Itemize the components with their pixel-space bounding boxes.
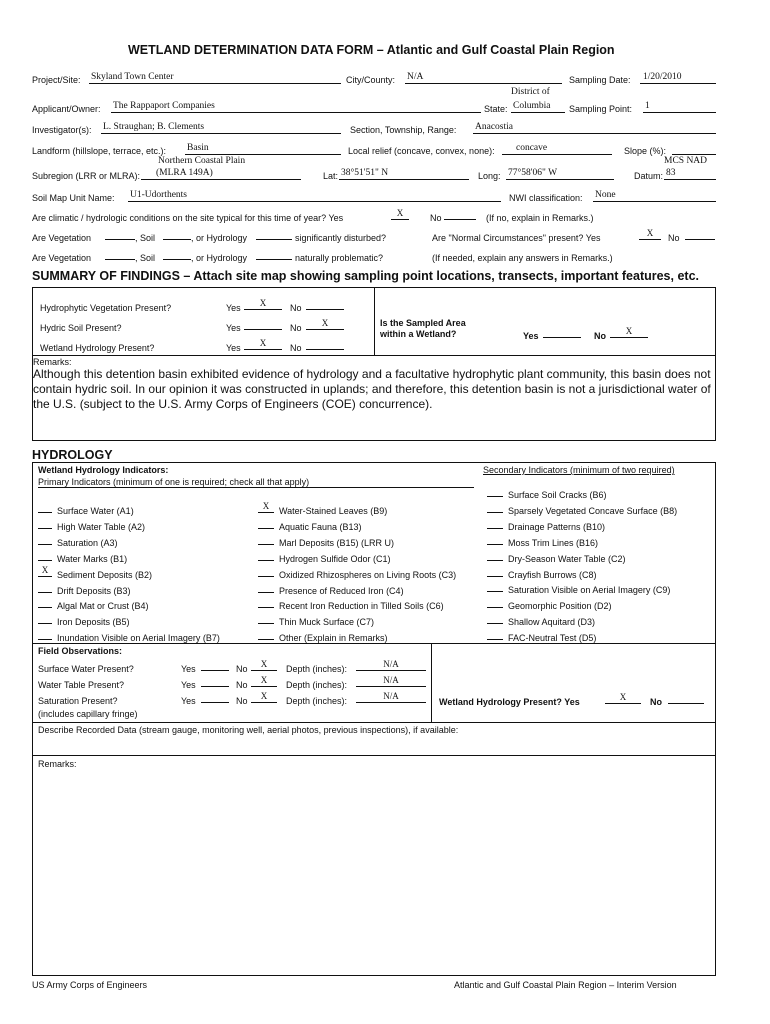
field-no-label: No (236, 664, 248, 674)
summary-heading: SUMMARY OF FINDINGS – Attach site map showing sampling point locations, transects, important features, etc. (32, 269, 699, 283)
state-value-line2: Columbia (513, 101, 551, 111)
veg1-hydrology-label: , or Hydrology (191, 233, 248, 243)
primary-indicator-label: Sediment Deposits (B2) (57, 569, 153, 580)
field-observation-label: Water Table Present? (38, 680, 125, 690)
field-yes-checkbox[interactable] (201, 660, 229, 671)
secondary-indicators-label: Secondary Indicators (minimum of two required) (483, 465, 675, 475)
relief-field[interactable] (502, 143, 612, 155)
secondary-indicator-checkbox[interactable] (487, 566, 503, 577)
nwi-field[interactable] (593, 190, 716, 202)
summary-row-label: Hydric Soil Present? (40, 323, 122, 333)
secondary-indicator-checkbox[interactable] (487, 534, 503, 545)
field-obs-divider (431, 643, 432, 722)
sampling-date-value: 1/20/2010 (643, 72, 682, 82)
primary-indicator-checkbox[interactable] (38, 597, 52, 608)
field-no-label: No (236, 696, 248, 706)
hydrology-heading: HYDROLOGY (32, 448, 113, 462)
veg1-hydrology-checkbox[interactable] (256, 229, 292, 240)
hydrology-remarks-label[interactable]: Remarks: (38, 759, 77, 769)
state-value-line1: District of (511, 87, 550, 97)
applicant-label: Applicant/Owner: (32, 104, 101, 114)
datum-field[interactable] (664, 168, 716, 180)
primary-indicator-label: Surface Water (A1) (57, 506, 134, 516)
secondary-indicator-label: Saturation Visible on Aerial Imagery (C9) (508, 585, 671, 596)
soil-field[interactable] (128, 190, 501, 202)
field-no-checkbox[interactable]: X (251, 676, 277, 687)
primary-indicator-checkbox[interactable] (38, 582, 52, 593)
summary-remarks-text: Although this detention basin exhibited evidence of hydrology and a facultative hydrophytic plant community, this basin does not contain hydric soil. In our opinion it was constructed in uplands; and therefore, this detention basin is not a jurisdictional water of the U.S. (subject to the U.S. Army Corps of Engineers (COE) concurrence). (33, 367, 711, 411)
sampled-area-question-2: within a Wetland? (380, 329, 457, 339)
applicant-field[interactable] (111, 101, 481, 113)
primary-indicator-checkbox[interactable] (38, 550, 52, 561)
project-label: Project/Site: (32, 75, 81, 85)
summary-yes-label: Yes (226, 303, 241, 313)
lat-field[interactable] (339, 168, 469, 180)
sampling-date-field[interactable] (640, 72, 716, 84)
primary-indicator-checkbox[interactable] (38, 518, 52, 529)
lat-label: Lat: (323, 171, 339, 181)
primary-indicator-label: Hydrogen Sulfide Odor (C1) (279, 553, 391, 564)
investigator-value: L. Straughan; B. Clements (103, 122, 205, 132)
secondary-indicator-label: Geomorphic Position (D2) (508, 601, 612, 612)
section-label: Section, Township, Range: (350, 125, 457, 135)
primary-indicator-checkbox[interactable] (38, 502, 52, 513)
depth-value[interactable]: N/A (356, 692, 426, 703)
city-value: N/A (407, 72, 424, 82)
veg2-hydrology-checkbox[interactable] (256, 249, 292, 260)
primary-indicator-label: Oxidized Rhizospheres on Living Roots (C3) (279, 569, 457, 580)
primary-indicator-checkbox[interactable] (258, 534, 274, 545)
footer-left: US Army Corps of Engineers (32, 980, 148, 990)
summary-remarks-label: Remarks: (33, 357, 72, 367)
form-title: WETLAND DETERMINATION DATA FORM – Atlantic and Gulf Coastal Plain Region (128, 43, 615, 57)
summary-remarks-divider (32, 355, 716, 356)
investigator-field[interactable] (101, 122, 341, 134)
subregion-value-line1: Northern Coastal Plain (158, 156, 246, 166)
state-field[interactable] (511, 101, 565, 113)
summary-divider (374, 287, 375, 355)
city-label: City/County: (346, 75, 396, 85)
landform-label: Landform (hillslope, terrace, etc.): (32, 146, 167, 156)
soil-value: U1-Udorthents (130, 190, 187, 200)
section-value: Anacostia (475, 122, 513, 132)
field-observation-label: Saturation Present? (38, 696, 118, 706)
field-yes-label: Yes (181, 696, 196, 706)
primary-indicator-label: Iron Deposits (B5) (57, 617, 130, 628)
secondary-indicator-label: Sparsely Vegetated Concave Surface (B8) (508, 505, 678, 516)
primary-indicator-label: Algal Mat or Crust (B4) (57, 601, 149, 612)
sampled-no-label: No (594, 331, 606, 341)
field-yes-checkbox[interactable] (201, 676, 229, 687)
primary-indicators-label: Primary Indicators (minimum of one is required; check all that apply) (38, 477, 474, 488)
soil-label: Soil Map Unit Name: (32, 193, 115, 203)
field-no-checkbox[interactable]: X (251, 692, 277, 703)
summary-no-label: No (290, 323, 302, 333)
veg1-vegetation-checkbox[interactable] (105, 229, 135, 240)
primary-indicator-checkbox[interactable] (38, 629, 52, 640)
datum-label: Datum: (634, 171, 664, 181)
summary-yes-label: Yes (226, 343, 241, 353)
veg1-disturbed: significantly disturbed? (295, 233, 387, 243)
datum-value-line2: 83 (666, 168, 676, 178)
nwi-value: None (595, 190, 616, 200)
hydrophytic-yes-checkbox[interactable]: X (244, 299, 282, 310)
primary-indicator-checkbox[interactable] (258, 566, 274, 577)
depth-label: Depth (inches): (286, 680, 348, 690)
long-field[interactable] (506, 168, 614, 180)
primary-indicator-checkbox[interactable] (258, 582, 274, 593)
nwi-label: NWI classification: (509, 193, 583, 203)
sampling-point-value: 1 (645, 101, 650, 111)
veg2-vegetation-checkbox[interactable] (105, 249, 135, 260)
veg1-soil-label: , Soil (135, 233, 156, 243)
field-yes-checkbox[interactable] (201, 692, 229, 703)
depth-label: Depth (inches): (286, 696, 348, 706)
primary-indicator-checkbox[interactable] (38, 534, 52, 545)
field-yes-label: Yes (181, 664, 196, 674)
lat-value: 38°51'51" N (341, 168, 389, 178)
secondary-indicator-checkbox[interactable] (487, 486, 503, 497)
veg2-soil-label: , Soil (135, 253, 156, 263)
primary-indicator-checkbox[interactable] (38, 613, 52, 624)
subregion-label: Subregion (LRR or MLRA): (32, 171, 141, 181)
veg2-note: (If needed, explain any answers in Remarks.) (432, 253, 613, 263)
normal-no-checkbox[interactable] (685, 229, 715, 240)
primary-indicator-label: Recent Iron Reduction in Tilled Soils (C6) (279, 601, 444, 612)
sampling-point-field[interactable] (643, 101, 716, 113)
secondary-indicator-checkbox[interactable] (487, 597, 503, 608)
primary-indicator-checkbox[interactable] (258, 550, 274, 561)
footer-right: Atlantic and Gulf Coastal Plain Region – Interim Version (454, 980, 677, 990)
primary-indicator-label: Drift Deposits (B3) (57, 585, 131, 596)
secondary-indicator-label: Shallow Aquitard (D3) (508, 617, 596, 628)
secondary-indicator-checkbox[interactable] (487, 581, 503, 592)
veg2-soil-checkbox[interactable] (163, 249, 191, 260)
summary-yes-label: Yes (226, 323, 241, 333)
city-field[interactable] (405, 72, 562, 84)
wetland-hydrology-no-checkbox[interactable] (306, 339, 344, 350)
secondary-indicator-label: Moss Trim Lines (B16) (508, 537, 599, 548)
primary-indicator-checkbox[interactable] (258, 629, 274, 640)
normal-no-label: No (668, 233, 680, 243)
sampled-yes-checkbox[interactable] (543, 327, 581, 338)
primary-indicator-label: Water-Stained Leaves (B9) (279, 506, 388, 516)
state-label: State: (484, 104, 508, 114)
field-no-label: No (236, 680, 248, 690)
secondary-indicator-label: Dry-Season Water Table (C2) (508, 553, 626, 564)
sampling-point-label: Sampling Point: (569, 104, 633, 114)
primary-indicator-label: Other (Explain in Remarks) (279, 633, 388, 644)
indicators-label: Wetland Hydrology Indicators: (38, 465, 169, 475)
hydric-soil-no-checkbox[interactable]: X (306, 319, 344, 330)
wetland-hydrology-no-label: No (650, 697, 662, 707)
sampled-no-checkbox[interactable]: X (610, 327, 648, 338)
sampled-area-question-1: Is the Sampled Area (380, 318, 466, 328)
secondary-indicator-checkbox[interactable] (487, 613, 503, 624)
depth-label: Depth (inches): (286, 664, 348, 674)
primary-indicator-checkbox[interactable] (258, 597, 274, 608)
normal-yes-checkbox[interactable]: X (639, 229, 661, 240)
veg1-soil-checkbox[interactable] (163, 229, 191, 240)
landform-field[interactable] (185, 143, 341, 155)
datum-value-line1: MCS NAD (664, 156, 708, 166)
veg1-vegetation-label: Are Vegetation (32, 233, 92, 243)
summary-no-label: No (290, 303, 302, 313)
primary-indicator-label: Saturation (A3) (57, 537, 118, 548)
describe-divider (32, 722, 716, 723)
primary-indicator-checkbox[interactable] (258, 613, 274, 624)
secondary-indicator-checkbox[interactable] (487, 550, 503, 561)
field-yes-label: Yes (181, 680, 196, 690)
field-observations-label: Field Observations: (38, 646, 123, 656)
summary-no-label: No (290, 343, 302, 353)
secondary-indicator-checkbox[interactable] (487, 518, 503, 529)
primary-indicator-checkbox[interactable]: X (38, 566, 52, 577)
wetland-hydrology-present-yes[interactable]: X (605, 693, 641, 704)
remarks-divider (32, 755, 716, 756)
primary-indicator-label: Presence of Reduced Iron (C4) (279, 585, 404, 596)
climatic-question: Are climatic / hydrologic conditions on the site typical for this time of year? Yes (32, 213, 344, 223)
primary-indicator-label: Inundation Visible on Aerial Imagery (B7) (57, 633, 220, 644)
relief-label: Local relief (concave, convex, none): (348, 146, 495, 156)
climatic-no-checkbox[interactable] (444, 209, 476, 220)
slope-label: Slope (%): (624, 146, 667, 156)
investigator-label: Investigator(s): (32, 125, 92, 135)
long-value: 77°58'06" W (508, 168, 558, 178)
depth-value[interactable]: N/A (356, 676, 426, 687)
hydric-soil-yes-checkbox[interactable] (244, 319, 282, 330)
field-no-checkbox[interactable]: X (251, 660, 277, 671)
field-observation-label: Surface Water Present? (38, 664, 134, 674)
subregion-field[interactable] (141, 168, 301, 180)
landform-value: Basin (187, 143, 209, 153)
long-label: Long: (478, 171, 501, 181)
sampled-yes-label: Yes (523, 331, 539, 341)
secondary-indicator-label: Drainage Patterns (B10) (508, 521, 606, 532)
veg2-hydrology-label: , or Hydrology (191, 253, 248, 263)
secondary-indicator-label: Crayfish Burrows (C8) (508, 569, 597, 580)
depth-value[interactable]: N/A (356, 660, 426, 671)
normal-question: Are "Normal Circumstances" present? Yes (432, 233, 601, 243)
hydrophytic-no-checkbox[interactable] (306, 299, 344, 310)
project-value: Skyland Town Center (91, 72, 174, 82)
climatic-yes-checkbox[interactable]: X (391, 209, 409, 220)
secondary-indicator-label: FAC-Neutral Test (D5) (508, 633, 597, 644)
primary-indicator-checkbox[interactable]: X (258, 502, 274, 513)
summary-row-label: Wetland Hydrology Present? (40, 343, 155, 353)
project-field[interactable] (89, 72, 341, 84)
slope-field[interactable] (672, 143, 716, 155)
veg2-problematic: naturally problematic? (295, 253, 384, 263)
primary-indicator-checkbox[interactable] (258, 518, 274, 529)
primary-indicator-label: Marl Deposits (B15) (LRR U) (279, 537, 395, 548)
primary-indicator-label: Water Marks (B1) (57, 553, 128, 564)
wetland-hydrology-question: Wetland Hydrology Present? Yes (439, 697, 580, 707)
climatic-no-label: No (430, 213, 442, 223)
veg2-vegetation-label: Are Vegetation (32, 253, 92, 263)
climatic-note: (If no, explain in Remarks.) (486, 213, 594, 223)
capillary-note: (includes capillary fringe) (38, 709, 138, 719)
relief-value: concave (516, 143, 548, 153)
primary-indicator-label: Thin Muck Surface (C7) (279, 617, 375, 628)
applicant-value: The Rappaport Companies (113, 101, 215, 111)
summary-row-label: Hydrophytic Vegetation Present? (40, 303, 172, 313)
describe-recorded-data-label: Describe Recorded Data (stream gauge, monitoring well, aerial photos, previous inspections), if available: (38, 725, 459, 735)
subregion-value-line2: (MLRA 149A) (156, 168, 213, 178)
sampling-date-label: Sampling Date: (569, 75, 631, 85)
primary-indicator-label: High Water Table (A2) (57, 521, 146, 532)
section-field[interactable] (473, 122, 716, 134)
secondary-indicator-label: Surface Soil Cracks (B6) (508, 490, 607, 500)
primary-indicator-label: Aquatic Fauna (B13) (279, 521, 362, 532)
secondary-indicator-checkbox[interactable] (487, 629, 503, 640)
secondary-indicator-checkbox[interactable] (487, 502, 503, 513)
wetland-hydrology-present-no[interactable] (668, 693, 704, 704)
wetland-hydrology-yes-checkbox[interactable]: X (244, 339, 282, 350)
